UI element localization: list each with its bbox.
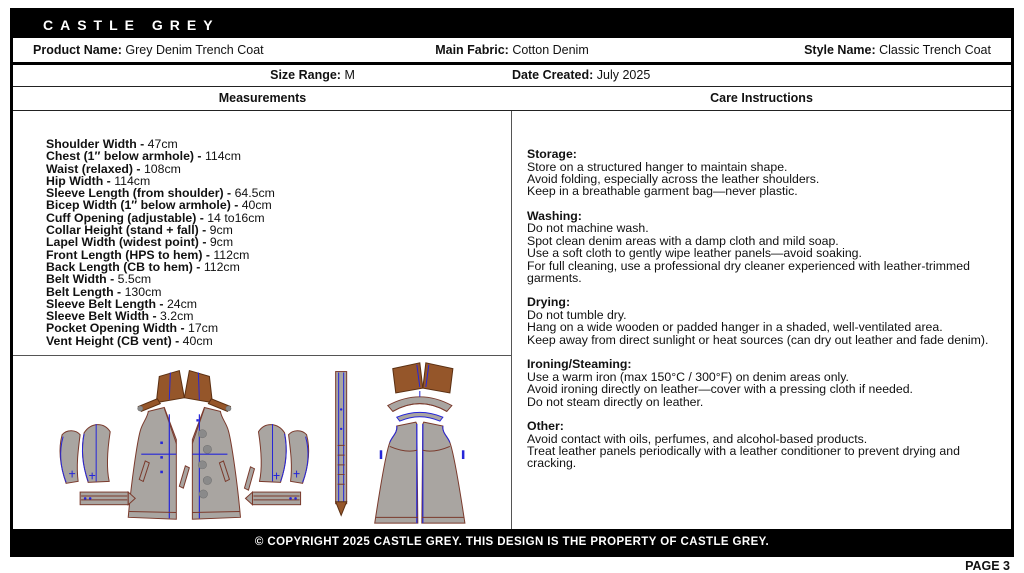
measurement-value: 24cm	[166, 296, 198, 311]
care-line: Avoid ironing directly on leather—cover with a pressing cloth if needed.	[527, 382, 913, 397]
measurement-name: Back Length (CB to hem) -	[46, 259, 204, 274]
measurement-value: 17cm	[188, 321, 219, 336]
care-line: Store on a structured hanger to maintain shape.	[527, 159, 788, 174]
care-section-title: Other:	[527, 419, 564, 434]
measurement-value: 9cm	[209, 223, 233, 238]
care-line: Spot clean denim areas with a damp cloth and mild soap.	[527, 233, 839, 248]
pocket-welt-right	[244, 467, 254, 490]
measurement-name: Vent Height (CB vent) -	[46, 333, 183, 348]
measurement-name: Cuff Opening (adjustable) -	[46, 210, 208, 225]
section-header-row	[13, 87, 1011, 111]
main-fabric-label: Main Fabric:	[435, 43, 509, 57]
size-range-cell	[13, 68, 512, 82]
button	[198, 430, 206, 438]
measurement-name: Sleeve Belt Width -	[46, 309, 160, 324]
pattern-sketch-back	[336, 363, 465, 523]
measurement-name: Shoulder Width -	[46, 137, 148, 151]
care-section-title: Washing:	[527, 208, 582, 223]
care-section	[527, 420, 1001, 470]
care-instructions-column	[512, 111, 1011, 529]
page-number: PAGE 3	[965, 559, 1010, 573]
product-name-value: Grey Denim Trench Coat	[125, 43, 264, 57]
care-sections	[527, 148, 1001, 470]
measurement-name: Pocket Opening Width -	[46, 321, 188, 336]
care-line: Keep in a breathable garment bag—never plastic.	[527, 184, 798, 199]
care-section	[527, 210, 1001, 285]
care-instructions-header: Care Instructions	[710, 91, 813, 105]
product-name-label: Product Name:	[33, 43, 122, 57]
care-line: Avoid folding, especially across the leather shoulders.	[527, 172, 820, 186]
date-created-cell	[512, 68, 1011, 82]
measurements-list	[13, 111, 511, 355]
pattern-sketch-svg	[13, 356, 511, 529]
main-content	[13, 111, 1011, 529]
copyright-text: © COPYRIGHT 2025 CASTLE GREY. THIS DESIGN IS THE PROPERTY OF CASTLE GREY.	[254, 535, 770, 548]
product-info-row	[13, 38, 1011, 65]
back-panel-right	[422, 422, 465, 523]
care-line: Treat leather panels periodically with a leather conditioner to prevent drying and cracking.	[527, 444, 960, 471]
size-range-label: Size Range:	[270, 68, 341, 82]
title-bar	[13, 11, 1011, 38]
measurement-name: Belt Length -	[46, 284, 125, 299]
measurement-value: 112cm	[203, 259, 240, 274]
care-section	[527, 358, 1001, 408]
measurement-value: 5.5cm	[117, 272, 152, 287]
care-section-title: Storage:	[527, 147, 577, 161]
measurement-value: 40cm	[241, 198, 272, 213]
size-range-value: M	[344, 68, 355, 82]
care-line: Do not steam directly on leather.	[527, 394, 704, 409]
measurement-value: 114cm	[114, 173, 151, 188]
care-line: Keep away from direct sunlight or heat sources (can dry out leather and fade denim).	[527, 332, 989, 347]
measurement-name: Sleeve Length (from shoulder) -	[46, 186, 235, 201]
care-line: Do not tumble dry.	[527, 308, 627, 323]
measurement-name: Waist (relaxed) -	[46, 161, 144, 176]
measurement-name: Collar Height (stand + fall) -	[46, 223, 210, 238]
sleeve-belt-left	[80, 492, 135, 505]
product-name-cell	[33, 43, 352, 57]
pocket-welt-left	[179, 466, 189, 488]
back-panel-left	[375, 422, 418, 523]
waist-belt	[336, 372, 347, 516]
button	[199, 490, 207, 498]
measurement-value: 47cm	[147, 137, 178, 151]
style-name-value: Classic Trench Coat	[879, 43, 991, 57]
footer-bar	[13, 529, 1011, 554]
measurement-value: 3.2cm	[160, 309, 194, 324]
measurement-name: Belt Width -	[46, 272, 118, 287]
brand-title: CASTLE GREY	[43, 16, 220, 33]
measurement-name: Front Length (HPS to hem) -	[46, 247, 214, 262]
pattern-sketch-front	[60, 371, 309, 520]
measurement-name: Sleeve Belt Length -	[46, 296, 167, 311]
measurement-name: Bicep Width (1″ below armhole) -	[46, 198, 242, 213]
date-created-value: July 2025	[596, 68, 651, 82]
care-section	[527, 148, 1001, 198]
measurement-value: 40cm	[182, 333, 213, 348]
date-created-label: Date Created:	[512, 68, 594, 82]
care-line: Use a warm iron (max 150°C / 300°F) on denim areas only.	[527, 369, 849, 384]
main-fabric-value: Cotton Denim	[512, 43, 589, 57]
style-name-label: Style Name:	[804, 43, 876, 57]
care-section-title: Ironing/Steaming:	[527, 357, 632, 372]
care-line: Use a soft cloth to gently wipe leather panels—avoid soaking.	[527, 246, 862, 261]
measurement-name: Lapel Width (widest point) -	[46, 235, 210, 250]
measurement-value: 9cm	[209, 235, 234, 250]
measurements-column	[13, 111, 512, 529]
measurements-header: Measurements	[218, 91, 307, 105]
pattern-sketch-area	[13, 355, 511, 529]
measurement-name: Hip Width -	[46, 173, 115, 188]
spec-sheet	[10, 8, 1014, 557]
measurement-name: Chest (1″ below armhole) -	[46, 149, 205, 164]
measurement-value: 64.5cm	[234, 186, 275, 201]
sleeve-belt-right	[245, 492, 300, 505]
meta-info-row	[13, 65, 1011, 87]
style-name-cell	[672, 43, 991, 57]
button	[198, 461, 206, 469]
measurement-value: 112cm	[213, 247, 250, 262]
care-section-title: Drying:	[527, 295, 571, 310]
measurement-value: 14 to16cm	[207, 210, 265, 225]
care-line: Avoid contact with oils, perfumes, and alcohol-based products.	[527, 431, 868, 446]
measurement-value: 114cm	[204, 149, 241, 164]
measurement-row	[46, 335, 505, 347]
main-fabric-cell	[352, 43, 671, 57]
measurement-value: 130cm	[124, 284, 162, 299]
button	[203, 476, 211, 484]
button	[203, 445, 211, 453]
under-collar-piece	[397, 412, 443, 421]
care-line: Hang on a wide wooden or padded hanger in a shaded, well-ventilated area.	[527, 320, 943, 335]
care-line: Do not machine wash.	[527, 221, 649, 236]
measurement-value: 108cm	[143, 161, 181, 176]
care-section	[527, 296, 1001, 346]
care-line: For full cleaning, use a professional dry cleaner experienced with leather-trimmed garments.	[527, 258, 970, 286]
